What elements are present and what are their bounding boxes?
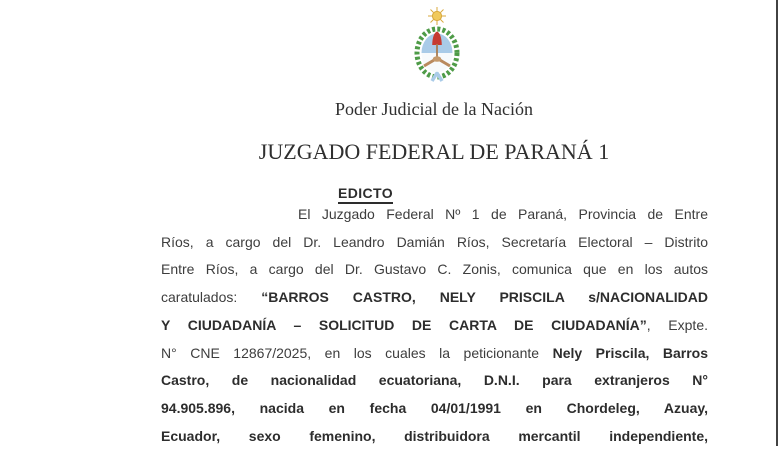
edict-text-line [161,367,708,395]
institution-title: Poder Judicial de la Nación [335,99,533,119]
edict-text-segment: El Juzgado Federal Nº 1 de Paraná, Provincia de Entre [298,206,708,222]
edict-text-segment-bold: Ecuador, sexo femenino, distribuidora mercantil independiente, [161,427,708,444]
edict-text-line [161,229,708,257]
edict-text-segment: , Expte. [646,316,708,333]
edict-text-line [161,256,708,284]
edict-text-line [161,395,708,423]
edict-text-segment: N° CNE 12867/2025, en los cuales la peticionante [161,344,553,361]
edict-text-segment-bold: 94.905.896, nacida en fecha 04/01/1991 en Chordeleg, Azuay, [161,399,708,416]
edict-text-segment: Entre Ríos, a cargo del Dr. Gustavo C. Zonis, comunica que en los autos [161,261,708,278]
phrygian-cap-icon [432,32,442,46]
edict-text-segment-bold: Nely Priscila, Barros [552,344,709,361]
edict-text-segment-bold: “BARROS CASTRO, NELY PRISCILA s/NACIONALIDAD [261,289,708,306]
edict-heading: EDICTO [338,185,393,204]
edict-text-line [161,340,708,368]
edict-text-segment-bold: Y CIUDADANÍA – SOLICITUD DE CARTA DE CIUDADANÍA” [161,316,647,333]
edict-body [161,201,708,450]
edict-text-segment-bold: Castro, de nacionalidad ecuatoriana, D.N.I. para extranjeros N° [161,372,708,389]
argentina-coat-of-arms [405,6,469,82]
edict-text-segment: Ríos, a cargo del Dr. Leandro Damián Ríos, Secretaría Electoral – Distrito [161,233,708,250]
page-edge-border [776,0,778,446]
ribbon-icon [432,72,442,81]
edict-text-segment: caratulados: [161,289,262,306]
sun-icon [428,7,446,25]
court-title: JUZGADO FEDERAL DE PARANÁ 1 [258,139,610,164]
edict-text-line [161,201,708,229]
edict-text-line [161,312,708,340]
edict-text-line [161,284,708,312]
